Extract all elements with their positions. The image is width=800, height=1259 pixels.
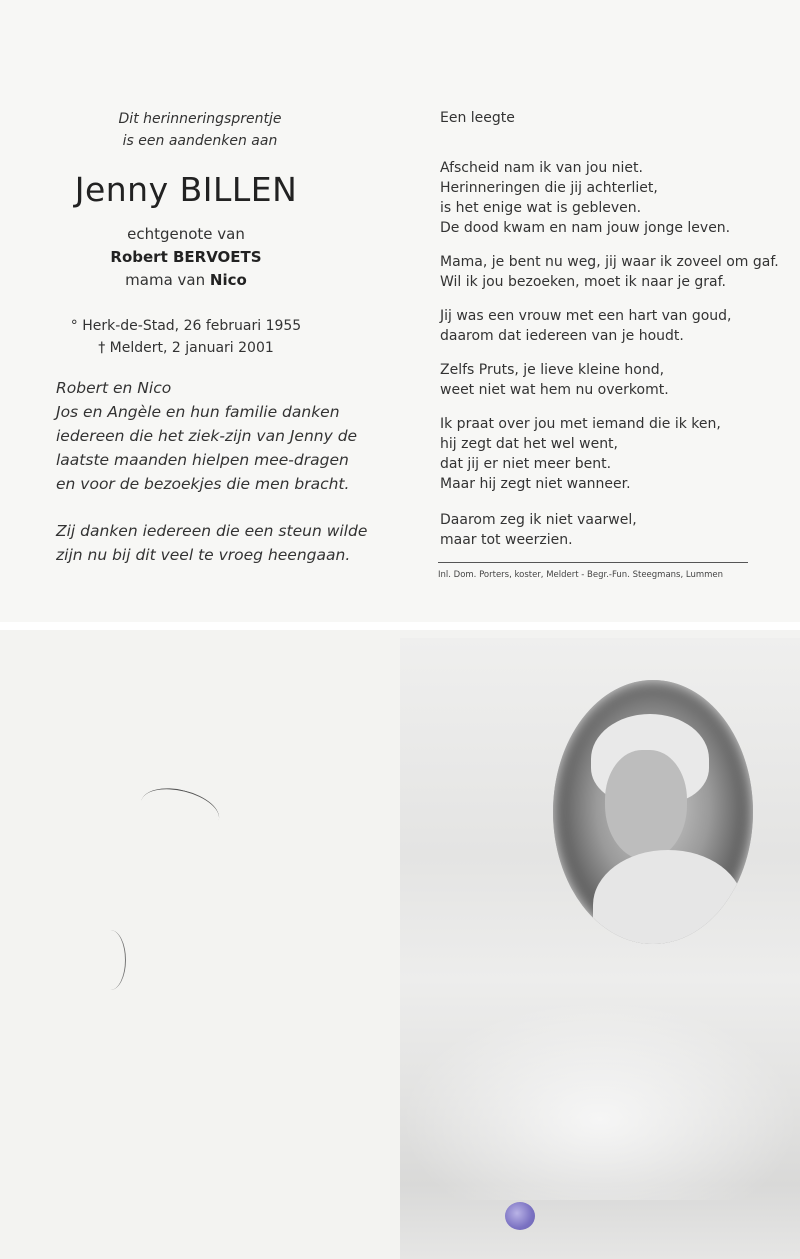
birth-date: ° Herk-de-Stad, 26 februari 1955 (70, 318, 302, 334)
sea-mist (400, 1000, 800, 1200)
thanks-line: zijn nu bij dit veel te vroeg heengaan. (56, 546, 351, 564)
deceased-name: Jenny BILLEN (74, 170, 298, 209)
intro-line-2: is een aandenken aan (122, 133, 278, 149)
credits-divider (438, 562, 748, 563)
death-date: † Meldert, 2 januari 2001 (98, 340, 274, 356)
poem-line: weet niet wat hem nu overkomt. (440, 382, 669, 398)
portrait-arm (593, 850, 743, 944)
printer-credits: Inl. Dom. Porters, koster, Meldert - Begr.-Fun. Steegmans, Lummen (438, 570, 724, 580)
portrait-face (605, 750, 687, 860)
poem-line: maar tot weerzien. (440, 532, 573, 548)
poem-line: Jij was een vrouw met een hart van goud, (440, 308, 732, 324)
pencil-mark (95, 930, 126, 990)
poem-stanza-3 (440, 306, 770, 346)
poem-stanza-1 (440, 158, 770, 238)
thanks-line: Zij danken iedereen die een steun wilde (56, 522, 368, 540)
poem-stanza-4 (440, 360, 770, 400)
spouse-prefix: echtgenote van (127, 225, 245, 243)
poem-line: dat jij er niet meer bent. (440, 456, 612, 472)
child-name: Nico (209, 271, 247, 289)
thanks-line: Robert en Nico (56, 379, 172, 397)
poem-line: Wil ik jou bezoeken, moet ik naar je graf. (440, 274, 726, 290)
thanks-line: iedereen die het ziek-zijn van Jenny de (56, 427, 358, 445)
poem-stanza-5 (440, 414, 770, 494)
poem-line: Ik praat over jou met iemand die ik ken, (440, 416, 721, 432)
thanks-paragraph (56, 376, 386, 496)
poem-line: Afscheid nam ik van jou niet. (440, 160, 643, 176)
poem-line: Daarom zeg ik niet vaarwel, (440, 512, 637, 528)
thanks-paragraph-2 (56, 519, 386, 567)
spouse-name: Robert BERVOETS (110, 248, 262, 266)
flower-icon (505, 1202, 535, 1230)
poem-line: De dood kwam en nam jouw jonge leven. (440, 220, 731, 236)
thanks-line: en voor de bezoekjes die men bracht. (56, 475, 350, 493)
mother-prefix: mama van (125, 271, 206, 289)
portrait-photo (553, 680, 753, 944)
poem-line: Zelfs Pruts, je lieve kleine hond, (440, 362, 665, 378)
poem-line: hij zegt dat het wel went, (440, 436, 619, 452)
intro-line-1: Dit herinneringsprentje (118, 111, 282, 127)
poem-stanza-6 (440, 510, 770, 550)
thanks-line: Jos en Angèle en hun familie danken (56, 403, 340, 421)
poem-line: Herinneringen die jij achterliet, (440, 180, 658, 196)
poem-line: daarom dat iedereen van je houdt. (440, 328, 684, 344)
poem-line: Maar hij zegt niet wanneer. (440, 476, 631, 492)
poem-stanza-2 (440, 252, 779, 292)
poem-line: is het enige wat is gebleven. (440, 200, 642, 216)
mother-line (0, 271, 372, 289)
poem-title: Een leegte (440, 110, 515, 126)
thanks-line: laatste maanden hielpen mee-dragen (56, 451, 349, 469)
card-gap (0, 622, 800, 630)
poem-line: Mama, je bent nu weg, jij waar ik zoveel om gaf. (440, 254, 779, 270)
